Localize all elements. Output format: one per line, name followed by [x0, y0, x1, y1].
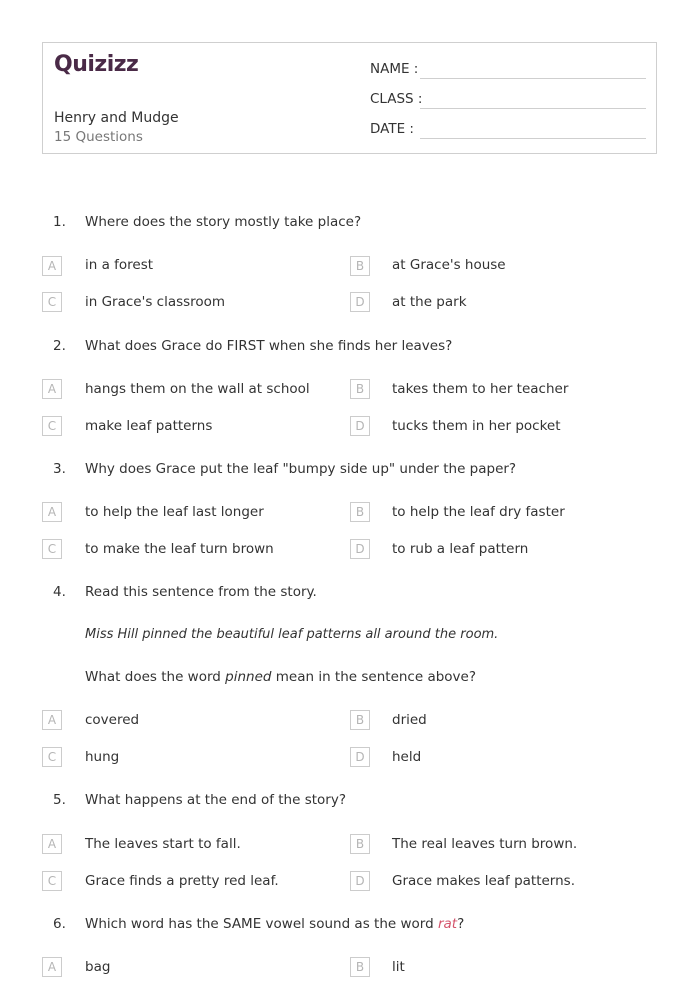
question-number: 4.: [53, 584, 66, 600]
option-letter: A: [42, 834, 62, 854]
option-text: held: [392, 749, 422, 765]
option-letter: A: [42, 256, 62, 276]
option-letter: B: [350, 834, 370, 854]
question-text: What happens at the end of the story?: [85, 792, 346, 808]
question-5: [53, 792, 346, 808]
option-text: at Grace's house: [392, 257, 506, 273]
name-line: [420, 78, 646, 79]
question-number: 3.: [53, 461, 66, 477]
option-text: bag: [85, 959, 111, 975]
option-text: covered: [85, 712, 140, 728]
option-letter: B: [350, 502, 370, 522]
option-text: tucks them in her pocket: [392, 418, 561, 434]
question-text: What does Grace do FIRST when she finds her leaves?: [85, 338, 453, 354]
quizizz-logo: Quizizz: [54, 52, 139, 77]
question-text-after: ?: [457, 916, 465, 932]
option-letter: D: [350, 539, 370, 559]
question-3: [53, 461, 516, 477]
option-text: make leaf patterns: [85, 418, 213, 434]
question-2: [53, 338, 452, 354]
option-text: lit: [392, 959, 405, 975]
date-line: [420, 138, 646, 139]
option-letter: B: [350, 256, 370, 276]
option-text: The leaves start to fall.: [85, 836, 241, 852]
option-text: takes them to her teacher: [392, 381, 569, 397]
prompt-before: What does the word: [85, 669, 226, 685]
option-text: hung: [85, 749, 120, 765]
question-number: 2.: [53, 338, 66, 354]
option-text: dried: [392, 712, 427, 728]
option-letter: C: [42, 292, 62, 312]
question-count: 15 Questions: [54, 129, 143, 145]
option-letter: A: [42, 502, 62, 522]
option-text: hangs them on the wall at school: [85, 381, 310, 397]
option-text: to rub a leaf pattern: [392, 541, 529, 557]
option-text: to make the leaf turn brown: [85, 541, 274, 557]
quiz-title: Henry and Mudge: [54, 110, 179, 126]
prompt-word: pinned: [225, 669, 272, 685]
option-letter: D: [350, 292, 370, 312]
option-letter: C: [42, 539, 62, 559]
option-text: at the park: [392, 294, 467, 310]
story-quote: Miss Hill pinned the beautiful leaf patterns all around the room.: [85, 627, 499, 642]
option-letter: D: [350, 871, 370, 891]
option-letter: B: [350, 710, 370, 730]
option-text: to help the leaf last longer: [85, 504, 264, 520]
option-text: to help the leaf dry faster: [392, 504, 565, 520]
question-1: [53, 214, 361, 230]
question-text: Read this sentence from the story.: [85, 584, 317, 600]
option-letter: B: [350, 379, 370, 399]
question-number: 1.: [53, 214, 66, 230]
class-line: [420, 108, 646, 109]
option-letter: A: [42, 710, 62, 730]
option-letter: B: [350, 957, 370, 977]
option-letter: A: [42, 379, 62, 399]
option-text: The real leaves turn brown.: [392, 836, 578, 852]
class-label: CLASS :: [370, 91, 423, 107]
option-letter: C: [42, 871, 62, 891]
date-label: DATE :: [370, 121, 414, 137]
question-text: [85, 916, 464, 932]
option-letter: C: [42, 747, 62, 767]
option-text: in a forest: [85, 257, 154, 273]
prompt-after: mean in the sentence above?: [271, 669, 477, 685]
question-prompt: [85, 669, 476, 685]
worksheet-header: [42, 42, 657, 154]
question-number: 6.: [53, 916, 66, 932]
option-letter: D: [350, 416, 370, 436]
question-4: [53, 584, 317, 600]
option-letter: C: [42, 416, 62, 436]
question-number: 5.: [53, 792, 66, 808]
question-6: [53, 916, 464, 932]
option-letter: D: [350, 747, 370, 767]
name-label: NAME :: [370, 61, 419, 77]
question-text: Why does Grace put the leaf "bumpy side up" under the paper?: [85, 461, 517, 477]
option-text: Grace finds a pretty red leaf.: [85, 873, 279, 889]
question-text-before: Which word has the SAME vowel sound as the word: [85, 916, 438, 932]
option-letter: A: [42, 957, 62, 977]
question-text: Where does the story mostly take place?: [85, 214, 362, 230]
option-text: Grace makes leaf patterns.: [392, 873, 575, 889]
option-text: in Grace's classroom: [85, 294, 226, 310]
highlighted-word: rat: [437, 916, 458, 932]
